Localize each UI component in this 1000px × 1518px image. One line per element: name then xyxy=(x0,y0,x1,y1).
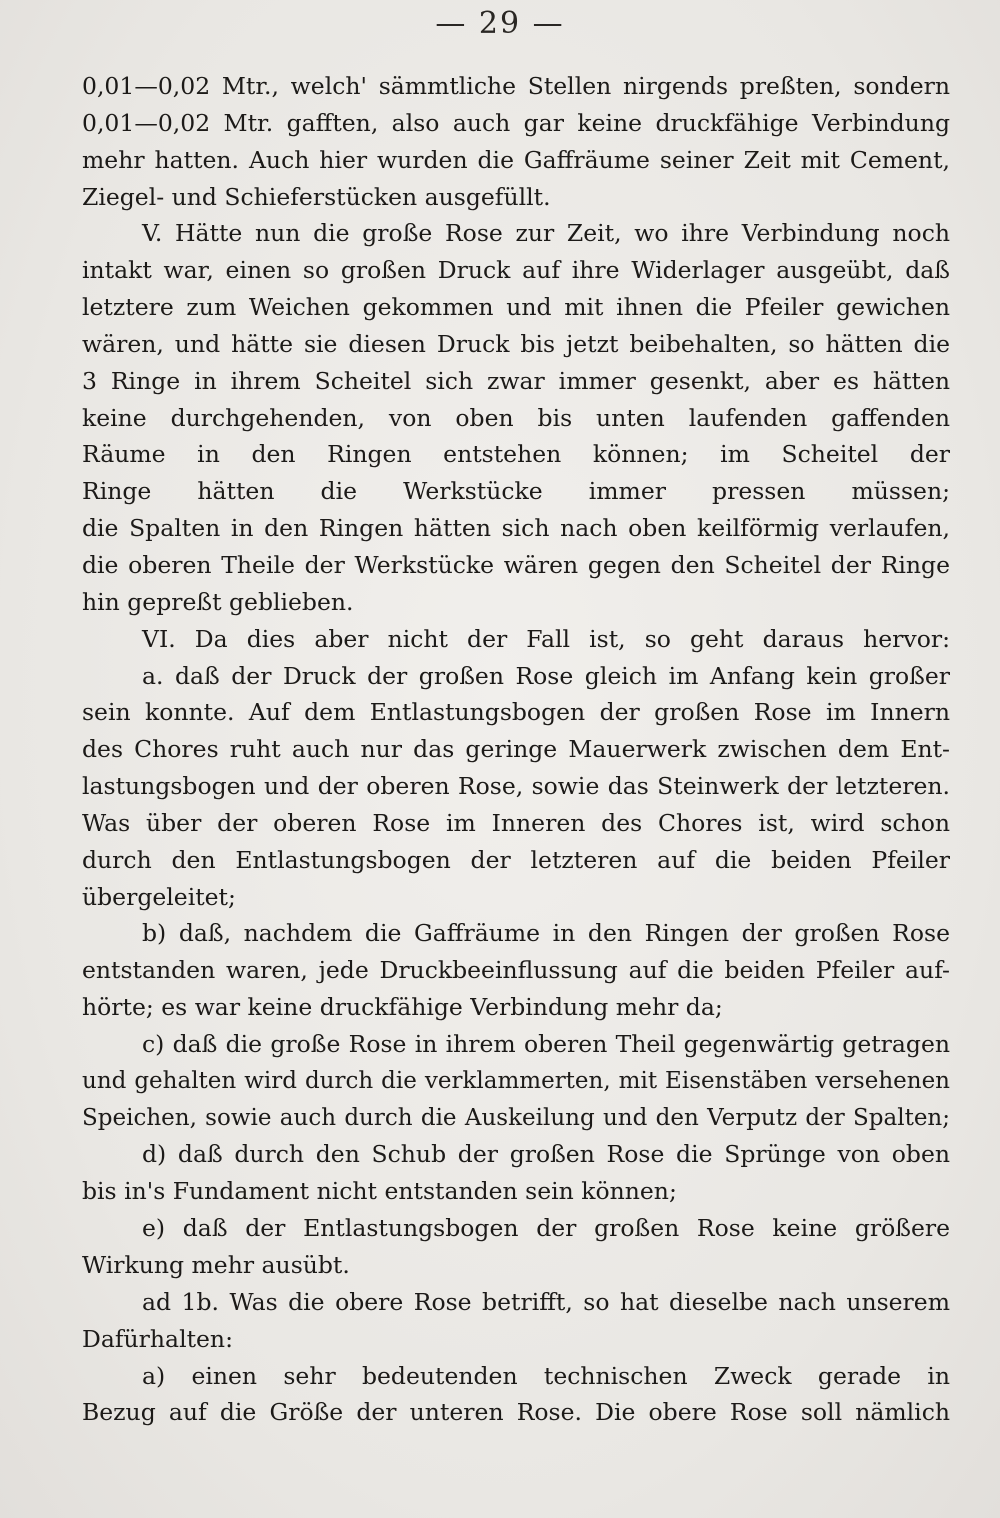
text-line: 0,01—0,02 Mtr., welch' sämmtliche Stellen nirgends preßten, sondern xyxy=(82,72,950,100)
text-line: bis in's Fundament nicht entstanden sein können; xyxy=(82,1177,677,1206)
text-line: letztere zum Weichen gekommen und mit ihnen die Pfeiler gewichen xyxy=(82,293,950,322)
text-line: intakt war, einen so großen Druck auf ihre Widerlager ausgeübt, daß xyxy=(82,256,950,285)
text-line: Dafürhalten: xyxy=(82,1324,233,1353)
text-line: Was über der oberen Rose im Inneren des Chores ist, wird schon xyxy=(82,808,950,837)
text-line: übergeleitet; xyxy=(82,882,236,911)
text-line: lastungsbogen und der oberen Rose, sowie das Steinwerk der letzteren. xyxy=(82,772,950,801)
text-line: die oberen Theile der Werkstücke wären gegen den Scheitel der Ringe xyxy=(82,550,950,579)
text-line: Speichen, sowie auch durch die Auskeilung und den Verputz der Spalten; xyxy=(82,1104,950,1131)
text-line: und gehalten wird durch die verklammerten, mit Eisenstäben versehenen xyxy=(82,1067,950,1094)
text-line: b) daß, nachdem die Gaffräume in den Ringen der großen Rose xyxy=(142,919,950,948)
text-line: d) daß durch den Schub der großen Rose die Sprünge von oben xyxy=(142,1140,950,1169)
text-line: mehr hatten. Auch hier wurden die Gaffräume seiner Zeit mit Cement, xyxy=(82,145,950,174)
text-line: wären, und hätte sie diesen Druck bis jetzt beibehalten, so hätten die xyxy=(82,329,950,358)
text-line: 3 Ringe in ihrem Scheitel sich zwar immer gesenkt, aber es hätten xyxy=(82,366,950,395)
text-line: durch den Entlastungsbogen der letzteren auf die beiden Pfeiler xyxy=(82,845,950,874)
text-line: des Chores ruht auch nur das geringe Mauerwerk zwischen dem Ent- xyxy=(82,735,950,764)
text-line: hörte; es war keine druckfähige Verbindung mehr da; xyxy=(82,993,723,1022)
text-line: VI. Da dies aber nicht der Fall ist, so geht daraus hervor: xyxy=(142,624,950,653)
text-line: a. daß der Druck der großen Rose gleich im Anfang kein großer xyxy=(142,661,950,690)
text-line: 0,01—0,02 Mtr. gafften, also auch gar keine druckfähige Verbindung xyxy=(82,108,950,137)
text-line: Ringe hätten die Werkstücke immer pressen müssen; xyxy=(82,477,950,506)
text-line: Bezug auf die Größe der unteren Rose. Die obere Rose soll nämlich xyxy=(82,1398,950,1427)
text-line: ad 1b. Was die obere Rose betrifft, so hat dieselbe nach unserem xyxy=(142,1287,950,1316)
text-line: c) daß die große Rose in ihrem oberen Theil gegenwärtig getragen xyxy=(142,1029,950,1058)
text-line: Ziegel- und Schieferstücken ausgefüllt. xyxy=(82,182,551,211)
text-line: keine durchgehenden, von oben bis unten laufenden gaffenden xyxy=(82,403,950,432)
text-line: hin gepreßt geblieben. xyxy=(82,587,354,616)
page-number: — 29 — xyxy=(435,6,565,41)
text-line: e) daß der Entlastungsbogen der großen Rose keine größere xyxy=(142,1214,950,1243)
text-line: entstanden waren, jede Druckbeeinflussung auf die beiden Pfeiler auf- xyxy=(82,956,950,985)
text-line: die Spalten in den Ringen hätten sich nach oben keilförmig verlaufen, xyxy=(82,514,950,543)
body-text xyxy=(82,68,950,1431)
text-line: Wirkung mehr ausübt. xyxy=(82,1251,350,1279)
text-line: sein konnte. Auf dem Entlastungsbogen der großen Rose im Innern xyxy=(82,698,950,727)
text-line: a) einen sehr bedeutenden technischen Zweck gerade in xyxy=(142,1361,950,1390)
text-line: V. Hätte nun die große Rose zur Zeit, wo ihre Verbindung noch xyxy=(142,219,950,248)
text-line: Räume in den Ringen entstehen können; im Scheitel der xyxy=(82,440,950,469)
